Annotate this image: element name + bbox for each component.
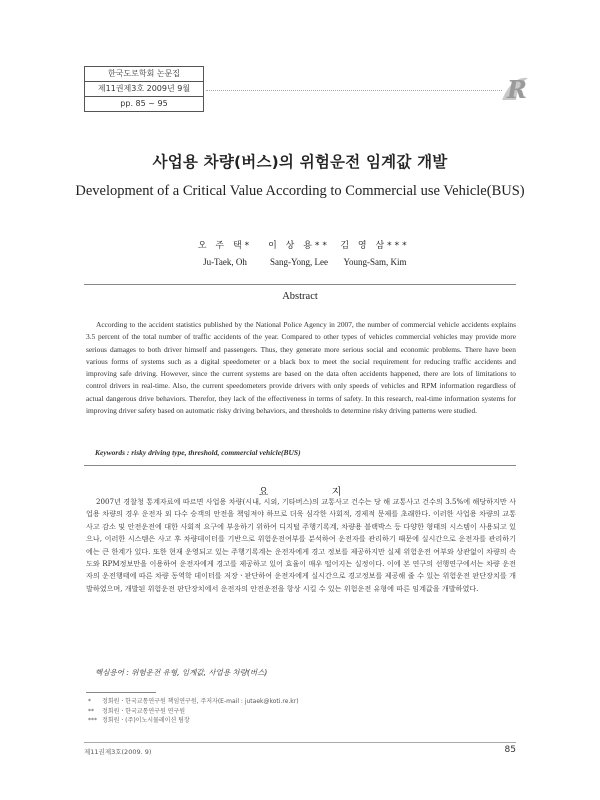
abstract-bottom-rule — [84, 465, 516, 466]
footer-issue: 제11권제3호(2009. 9) — [84, 748, 152, 756]
abstract-top-rule — [84, 284, 516, 285]
journal-name: 한국도로학회 논문집 — [85, 67, 203, 82]
korean-keywords: 핵심용어 : 위험운전 유형, 임계값, 사업용 차량(버스) — [95, 668, 268, 677]
journal-logo — [498, 72, 532, 106]
footnote-3-text: 정회원ㆍ(주)이노시뮬레이션 팀장 — [102, 717, 190, 724]
footnote-2-mark: ** — [88, 707, 94, 715]
author-2-name-korean: 이 상 용** — [268, 241, 330, 251]
author-footnotes — [88, 697, 299, 726]
korean-abstract-text: 2007년 경찰청 통계자료에 따르면 사업용 차량(시내, 시외, 기타버스)의 교통사고 건수는 당 해 교통사고 건수의 3.5%에 해당하지만 사업용 차량의 경우 운전자 외 다수 승객의 안전을 책임져야 하므로 더욱 심각한 사회적, 경제적 문제를 초래한다. 이러한 사업용 차량의 교통사고 감소 및 안전운전에 대한 사회적 요구에 부응하기 위하여 디지털 주행기록계, 차량용 블랙박스 등 다양한 형태의 시스템이 사용되고 있으나, 이러한 시스템은 사고 후 차량데이터를 기반으로 위험운전여부를 분석하여 운전자를 관리하기 때문에 실시간으로 운전자를 관리하기에는 큰 한계가 있다. 또한 현재 운영되고 있는 주행기록계는 운전자에게 경고 정보를 제공하지만 실제 위험운전 여부와 상관없이 차량의 속도와 RPM정보만을 이용하여 운전자에게 경고를 제공하고 있어 효율이 매우 떨어지는 실정이다. 이에 본 연구의 선행연구에서는 차량 운전자의 운전행태에 따른 차량 동역학 데이터를 저장ㆍ판단하여 운전자에게 실시간으로 경고정보를 제공해 줄 수 있는 위험운전 판단장치를 개발하였으며, 개발된 위험운전 판단장치에서 운전자의 안전운전을 항상 시킬 수 있는 위험운전 유형에 따른 임계값을 개발하였다. — [86, 497, 516, 593]
author-1-name-korean: 오 주 택* — [197, 241, 253, 251]
footnote-1-mark: * — [88, 698, 91, 705]
journal-info-box — [84, 66, 204, 112]
author-2-name-english: Sang-Yong, Lee — [269, 257, 329, 267]
footnote-3 — [88, 716, 299, 726]
author-3 — [330, 238, 420, 267]
journal-logo-letter: R — [507, 75, 527, 104]
footnote-3-mark: *** — [88, 717, 97, 724]
abstract-heading: Abstract — [282, 291, 318, 302]
abstract-text: According to the accident statistics published by the National Police Agency in 2007, the number of commercial vehicle accidents explains 3.5 percent of the total number of traffic accidents of the year. Compared to other types of vehicles commercial vehicles may provide more serious damages to both driver himself and passengers. Thus, they generate more serious social and economic problems. There have been various forms of systems such as a digital speedometer or a black box to meet the social requirement for reducing traffic accidents and improving safe driving. However, since the current systems are based on the data often accidents happened, there are lots of limitations to control drivers in real-time. Also, the current speedometers provide drivers with only speeds of vehicles and RPM information regardless of actual dangerous drive behaviors. Therefor, they lack of the effectiveness in terms of safety. In this research, real-time information systems for improving driver safety based on automatic risky driving behaviors, and thresholds to determine risky driving patterns were studied. — [86, 320, 516, 416]
author-3-name-korean: 김 영 삼*** — [340, 241, 410, 251]
page-footer-rule — [84, 742, 516, 743]
author-1-name-english: Ju-Taek, Oh — [203, 257, 247, 267]
journal-pages: pp. 85 ~ 95 — [120, 99, 168, 108]
korean-abstract-heading: 요 지 — [258, 487, 372, 498]
footnote-2 — [88, 707, 299, 717]
footnote-2-text: 정회원ㆍ한국교통연구원 연구원 — [102, 707, 186, 715]
header-dotted-rule — [206, 90, 502, 91]
paper-title-korean: 사업용 차량(버스)의 위험운전 임계값 개발 — [152, 153, 448, 171]
footnote-rule — [86, 692, 156, 693]
english-keywords: Keywords : risky driving type, threshold, commercial vehicle(BUS) — [95, 448, 301, 457]
footnote-1 — [88, 697, 299, 707]
page-number: 85 — [504, 745, 516, 755]
journal-issue: 제11권제3호 2009년 9월 — [85, 82, 203, 97]
footnote-1-text: 정회원ㆍ한국교통연구원 책임연구원, 주저자(E-mail : jutaek@koti.re.kr) — [102, 698, 299, 705]
paper-title-english: Development of a Critical Value According to Commercial use Vehicle(BUS) — [75, 183, 525, 199]
author-3-name-english: Young-Sam, Kim — [343, 257, 407, 267]
